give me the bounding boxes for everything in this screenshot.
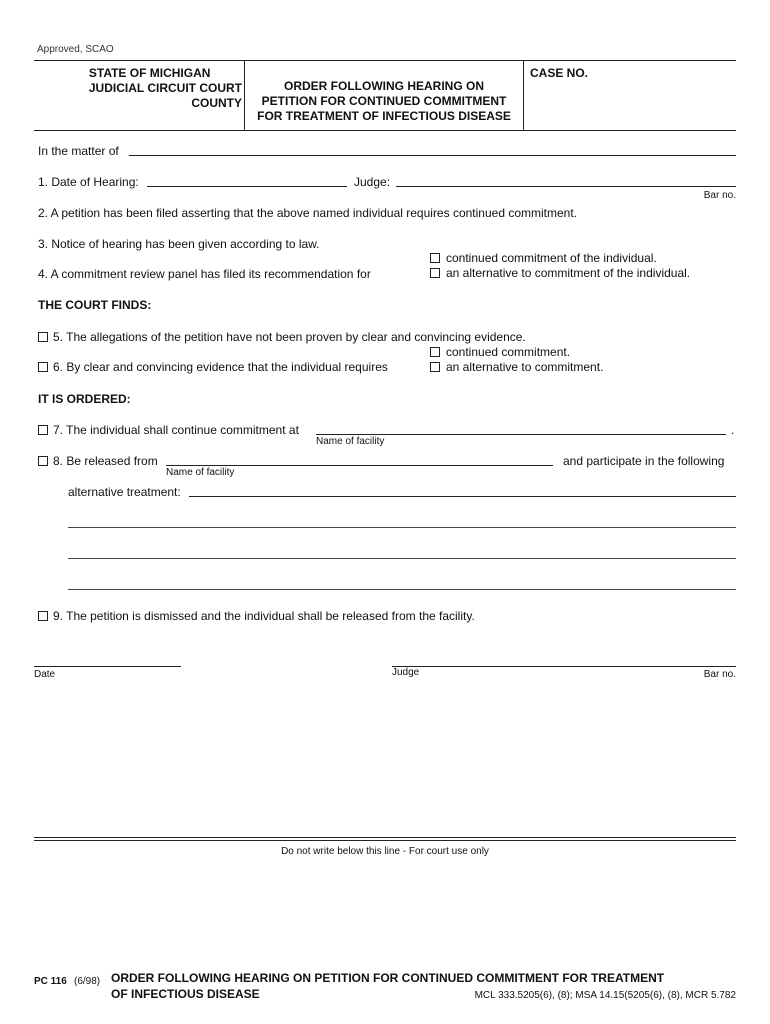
- alternative-treatment-line-4[interactable]: [68, 589, 736, 590]
- court-state: STATE OF MICHIGAN: [88, 66, 211, 80]
- item-8-text: 8. Be released from: [53, 454, 158, 468]
- item-8-participate-text: and participate in the following: [563, 454, 725, 468]
- item-4-continued-checkbox[interactable]: [430, 253, 440, 263]
- item-6-text: 6. By clear and convincing evidence that the individual requires: [53, 360, 388, 374]
- judge-field[interactable]: [396, 186, 736, 187]
- item-3-text: 3. Notice of hearing has been given according to law.: [38, 237, 320, 251]
- statute-citation: MCL 333.5205(6), (8); MSA 14.15(5205(6), (8), MCR 5.782: [474, 990, 736, 1001]
- item-6-continued-checkbox[interactable]: [430, 347, 440, 357]
- court-use-notice: Do not write below this line - For court use only: [281, 846, 489, 857]
- court-use-rule-top: [34, 837, 736, 838]
- form-title-line-2: PETITION FOR CONTINUED COMMITMENT: [261, 94, 507, 108]
- approval-note: Approved, SCAO: [37, 44, 114, 55]
- case-no-label: CASE NO.: [530, 66, 589, 80]
- judge-label: Judge:: [354, 175, 391, 189]
- item-5-checkbox[interactable]: [38, 332, 48, 342]
- bar-no-caption: Bar no.: [703, 190, 736, 201]
- item-5-text: 5. The allegations of the petition have not been proven by clear and convincing evidence.: [53, 330, 526, 344]
- hearing-date-label: 1. Date of Hearing:: [38, 175, 139, 189]
- alternative-treatment-label: alternative treatment:: [68, 485, 181, 499]
- ordered-heading: IT IS ORDERED:: [38, 392, 131, 406]
- date-caption: Date: [34, 669, 56, 680]
- form-title-line-3: FOR TREATMENT OF INFECTIOUS DISEASE: [257, 109, 511, 123]
- item-6-alternative-checkbox[interactable]: [430, 362, 440, 372]
- court-finds-heading: THE COURT FINDS:: [38, 298, 152, 312]
- court-name-block: [89, 66, 242, 111]
- item-6-alternative-label: an alternative to commitment.: [446, 360, 604, 374]
- item-4-alternative-label: an alternative to commitment of the individual.: [446, 266, 691, 280]
- judge-caption: Judge: [392, 667, 420, 678]
- item-4-continued-label: continued commitment of the individual.: [446, 251, 657, 265]
- item-9-text: 9. The petition is dismissed and the individual shall be released from the facility.: [53, 609, 475, 623]
- footer-title-line-1: ORDER FOLLOWING HEARING ON PETITION FOR CONTINUED COMMITMENT FOR TREATMENT: [111, 971, 665, 985]
- item-7-text: 7. The individual shall continue commitment at: [53, 423, 299, 437]
- item-7-period: .: [731, 423, 735, 437]
- alternative-treatment-line-2[interactable]: [68, 527, 736, 528]
- item-8-facility-field[interactable]: [166, 465, 553, 466]
- form-title-block: [245, 79, 523, 124]
- matter-label: In the matter of: [38, 144, 119, 158]
- matter-field[interactable]: [129, 155, 736, 156]
- item-6-continued-label: continued commitment.: [446, 345, 571, 359]
- item-8-checkbox[interactable]: [38, 456, 48, 466]
- header-divider-right: [523, 60, 524, 130]
- item-6-checkbox[interactable]: [38, 362, 48, 372]
- item-4-alternative-checkbox[interactable]: [430, 268, 440, 278]
- item-4-text: 4. A commitment review panel has filed its recommendation for: [38, 267, 371, 281]
- item-8-facility-caption: Name of facility: [166, 467, 235, 478]
- alternative-treatment-line-3[interactable]: [68, 558, 736, 559]
- alternative-treatment-field[interactable]: [189, 496, 736, 497]
- court-county: COUNTY: [191, 96, 242, 110]
- item-7-checkbox[interactable]: [38, 425, 48, 435]
- case-no-field[interactable]: [530, 84, 730, 124]
- judge-signature-field[interactable]: [392, 666, 736, 667]
- header-top-rule: [34, 60, 736, 61]
- item-7-facility-field[interactable]: [316, 434, 726, 435]
- item-9-checkbox[interactable]: [38, 611, 48, 621]
- court-type: JUDICIAL CIRCUIT COURT: [88, 81, 242, 95]
- form-id: PC 116: [34, 976, 67, 987]
- court-use-rule-bottom: [34, 840, 736, 841]
- form-revision-date: (6/98): [74, 976, 101, 987]
- item-7-facility-caption: Name of facility: [316, 436, 385, 447]
- footer-title-line-2: OF INFECTIOUS DISEASE: [111, 987, 260, 1001]
- signature-bar-no-caption: Bar no.: [703, 669, 736, 680]
- item-2-text: 2. A petition has been filed asserting that the above named individual requires continued commitment.: [38, 206, 577, 220]
- header-bottom-rule: [34, 130, 736, 131]
- hearing-date-field[interactable]: [147, 186, 347, 187]
- date-signature-field[interactable]: [34, 666, 181, 667]
- form-title-line-1: ORDER FOLLOWING HEARING ON: [284, 79, 484, 93]
